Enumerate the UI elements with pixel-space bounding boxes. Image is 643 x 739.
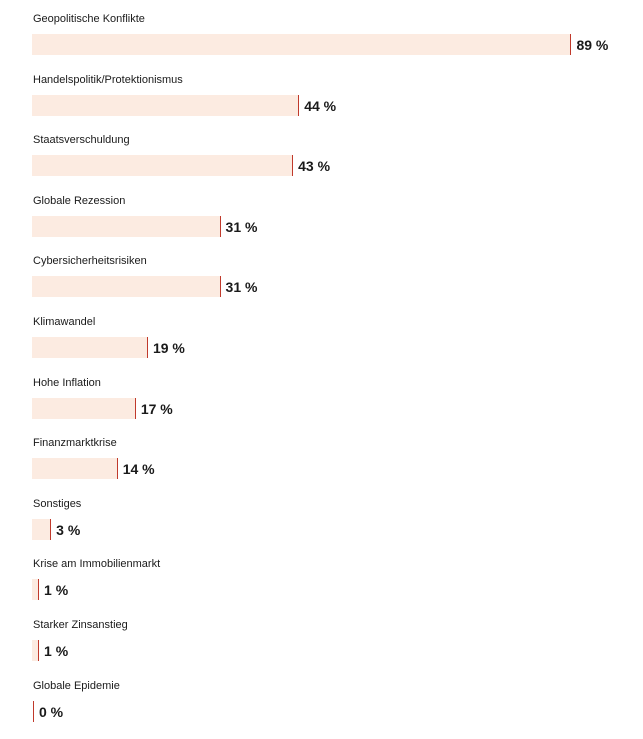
bar-end-marker <box>50 519 51 540</box>
value-label: 3 % <box>56 521 81 538</box>
bar-end-marker <box>147 337 148 358</box>
bar-row <box>0 376 643 436</box>
bar <box>32 34 570 55</box>
bar-row <box>0 12 643 72</box>
category-label: Staatsverschuldung <box>33 134 130 147</box>
category-label: Krise am Immobilienmarkt <box>33 558 161 571</box>
value-label: 1 % <box>44 643 69 659</box>
category-label: Geopolitische Konflikte <box>33 13 145 25</box>
bar-row <box>0 194 643 254</box>
bar-row <box>0 436 643 496</box>
category-label: Cybersicherheitsrisiken <box>33 255 147 268</box>
bar-end-marker <box>38 640 39 661</box>
bar <box>32 95 298 116</box>
category-label: Klimawandel <box>33 316 96 328</box>
bar <box>32 398 135 419</box>
bar-end-marker <box>220 276 221 297</box>
bar-row <box>0 618 643 678</box>
value-label: 43 % <box>298 158 331 175</box>
value-label: 1 % <box>44 582 69 599</box>
bar-end-marker <box>38 579 39 600</box>
value-label: 44 % <box>304 97 337 114</box>
bar-end-marker <box>117 458 118 479</box>
category-label: Finanzmarktkrise <box>33 437 117 450</box>
bar-end-marker <box>135 398 136 419</box>
value-label: 89 % <box>576 37 609 53</box>
bar-end-marker <box>292 155 293 176</box>
value-label: 0 % <box>39 703 64 720</box>
category-label: Starker Zinsanstieg <box>33 619 128 631</box>
bar-row <box>0 557 643 617</box>
bar-row <box>0 254 643 314</box>
bar <box>32 458 117 479</box>
category-label: Globale Epidemie <box>33 679 120 692</box>
bar <box>32 276 220 297</box>
bar-end-marker <box>570 34 571 55</box>
value-label: 19 % <box>152 340 185 356</box>
bar-end-marker <box>33 701 34 722</box>
bar <box>32 519 50 540</box>
value-label: 17 % <box>140 400 173 417</box>
bar-row <box>0 315 643 375</box>
value-label: 31 % <box>225 279 258 296</box>
category-label: Sonstiges <box>33 497 82 510</box>
value-label: 31 % <box>225 218 258 235</box>
category-label: Handelspolitik/Protektionismus <box>33 73 183 86</box>
bar-row <box>0 679 643 739</box>
bar <box>32 337 147 358</box>
bar-end-marker <box>220 216 221 237</box>
category-label: Hohe Inflation <box>33 376 101 389</box>
value-label: 14 % <box>122 461 155 478</box>
bar <box>32 216 220 237</box>
bar-row <box>0 73 643 133</box>
bar-row <box>0 133 643 193</box>
bar-end-marker <box>298 95 299 116</box>
category-label: Globale Rezession <box>33 194 126 207</box>
bar <box>32 155 292 176</box>
bar-row <box>0 497 643 557</box>
